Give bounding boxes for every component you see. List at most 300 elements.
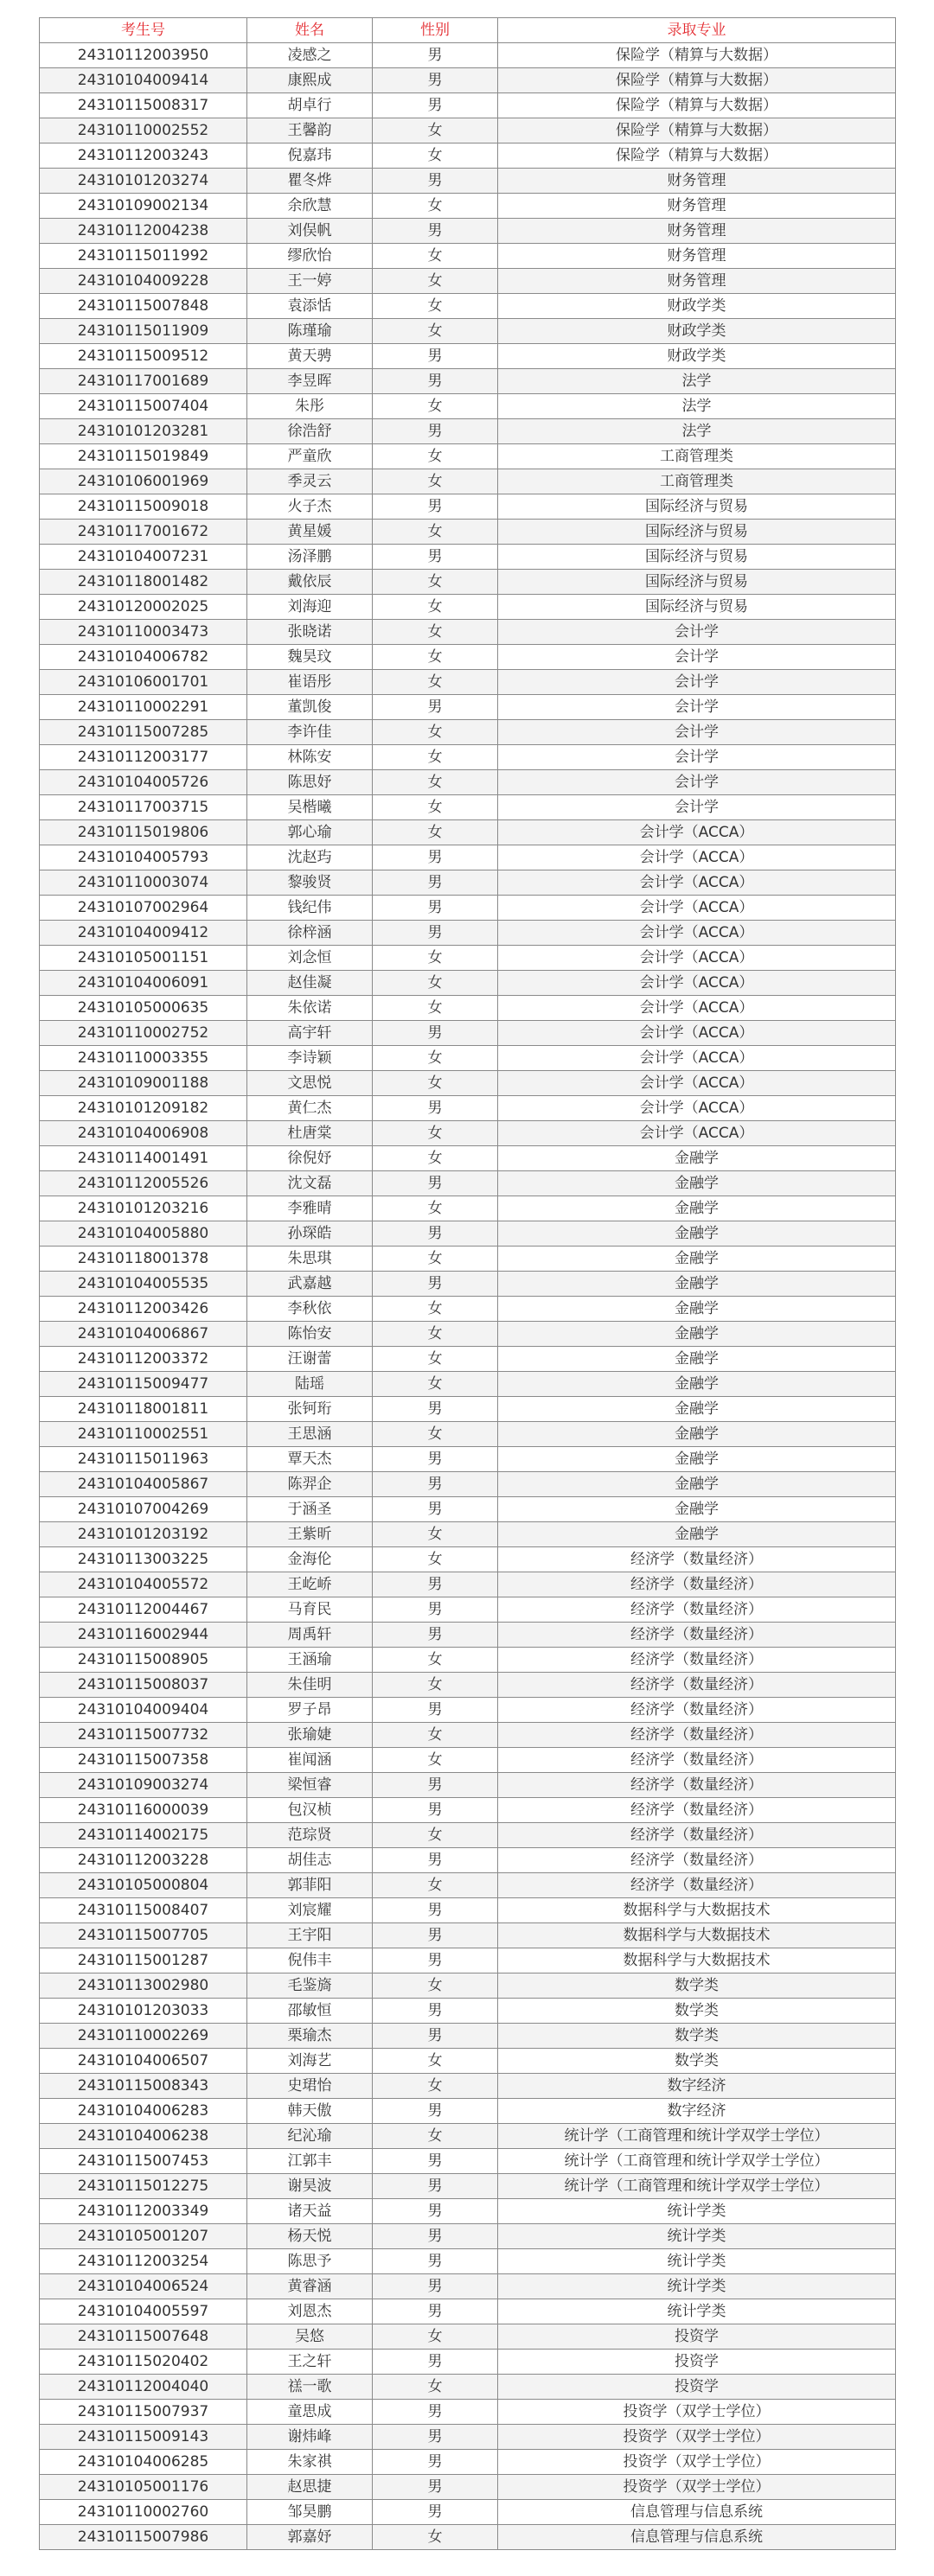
cell-gender: 男 bbox=[373, 169, 498, 194]
cell-gender: 男 bbox=[373, 2500, 498, 2525]
cell-major: 国际经济与贸易 bbox=[498, 545, 896, 570]
cell-exam-id: 24310112003177 bbox=[40, 745, 247, 770]
table-row bbox=[40, 1673, 896, 1698]
table-row bbox=[40, 1497, 896, 1522]
table-row bbox=[40, 93, 896, 118]
table-row bbox=[40, 1873, 896, 1898]
cell-name: 戴依辰 bbox=[247, 570, 373, 595]
cell-major: 数学类 bbox=[498, 2024, 896, 2049]
table-row bbox=[40, 244, 896, 269]
cell-exam-id: 24310105001176 bbox=[40, 2475, 247, 2500]
cell-gender: 女 bbox=[373, 2074, 498, 2099]
cell-name: 栗瑜杰 bbox=[247, 2024, 373, 2049]
cell-gender: 女 bbox=[373, 720, 498, 745]
cell-major: 金融学 bbox=[498, 1247, 896, 1272]
table-row bbox=[40, 2274, 896, 2299]
cell-major: 统计学（工商管理和统计学双学士学位） bbox=[498, 2174, 896, 2199]
table-row bbox=[40, 2350, 896, 2375]
cell-name: 李雅晴 bbox=[247, 1196, 373, 1221]
table-row bbox=[40, 1597, 896, 1623]
cell-name: 凌感之 bbox=[247, 43, 373, 68]
cell-gender: 男 bbox=[373, 1773, 498, 1798]
cell-name: 崔闻涵 bbox=[247, 1748, 373, 1773]
cell-major: 会计学 bbox=[498, 670, 896, 695]
cell-gender: 男 bbox=[373, 545, 498, 570]
cell-gender: 男 bbox=[373, 43, 498, 68]
cell-major: 保险学（精算与大数据） bbox=[498, 68, 896, 93]
cell-major: 经济学（数量经济） bbox=[498, 1547, 896, 1572]
cell-gender: 男 bbox=[373, 1272, 498, 1297]
table-row bbox=[40, 695, 896, 720]
table-body bbox=[40, 43, 896, 2550]
cell-gender: 女 bbox=[373, 1372, 498, 1397]
cell-gender: 女 bbox=[373, 1547, 498, 1572]
cell-exam-id: 24310101203281 bbox=[40, 419, 247, 444]
cell-gender: 男 bbox=[373, 1096, 498, 1121]
cell-exam-id: 24310104009412 bbox=[40, 921, 247, 946]
cell-name: 刘海艺 bbox=[247, 2049, 373, 2074]
cell-gender: 女 bbox=[373, 1673, 498, 1698]
table-row bbox=[40, 971, 896, 996]
cell-exam-id: 24310117003715 bbox=[40, 795, 247, 820]
cell-gender: 男 bbox=[373, 1447, 498, 1472]
cell-name: 陈思予 bbox=[247, 2249, 373, 2274]
cell-exam-id: 24310113003225 bbox=[40, 1547, 247, 1572]
cell-major: 经济学（数量经济） bbox=[498, 1597, 896, 1623]
cell-major: 金融学 bbox=[498, 1497, 896, 1522]
table-row bbox=[40, 419, 896, 444]
cell-name: 徐梓涵 bbox=[247, 921, 373, 946]
cell-exam-id: 24310115009018 bbox=[40, 494, 247, 520]
cell-gender: 女 bbox=[373, 570, 498, 595]
table-row bbox=[40, 645, 896, 670]
cell-major: 财务管理 bbox=[498, 269, 896, 294]
cell-name: 王屹峤 bbox=[247, 1572, 373, 1597]
cell-exam-id: 24310112003950 bbox=[40, 43, 247, 68]
cell-major: 法学 bbox=[498, 394, 896, 419]
cell-exam-id: 24310115007732 bbox=[40, 1723, 247, 1748]
table-row bbox=[40, 294, 896, 319]
cell-name: 朱家祺 bbox=[247, 2450, 373, 2475]
cell-exam-id: 24310107002964 bbox=[40, 896, 247, 921]
table-row bbox=[40, 1572, 896, 1597]
cell-major: 数字经济 bbox=[498, 2074, 896, 2099]
table-row bbox=[40, 595, 896, 620]
cell-major: 国际经济与贸易 bbox=[498, 494, 896, 520]
cell-gender: 男 bbox=[373, 2099, 498, 2124]
cell-major: 金融学 bbox=[498, 1322, 896, 1347]
table-row bbox=[40, 745, 896, 770]
cell-exam-id: 24310104009404 bbox=[40, 1698, 247, 1723]
cell-exam-id: 24310115008407 bbox=[40, 1898, 247, 1923]
cell-name: 陈怡安 bbox=[247, 1322, 373, 1347]
cell-gender: 男 bbox=[373, 2024, 498, 2049]
admission-list bbox=[39, 17, 895, 2550]
cell-name: 邹昊鹏 bbox=[247, 2500, 373, 2525]
cell-major: 数据科学与大数据技术 bbox=[498, 1923, 896, 1948]
cell-major: 保险学（精算与大数据） bbox=[498, 93, 896, 118]
cell-gender: 女 bbox=[373, 820, 498, 845]
cell-major: 会计学 bbox=[498, 695, 896, 720]
table-row bbox=[40, 1999, 896, 2024]
cell-major: 经济学（数量经济） bbox=[498, 1648, 896, 1673]
cell-exam-id: 24310104006524 bbox=[40, 2274, 247, 2299]
table-row bbox=[40, 219, 896, 244]
cell-gender: 女 bbox=[373, 2324, 498, 2350]
cell-gender: 女 bbox=[373, 745, 498, 770]
cell-exam-id: 24310115011992 bbox=[40, 244, 247, 269]
cell-gender: 女 bbox=[373, 1648, 498, 1673]
cell-exam-id: 24310110002551 bbox=[40, 1422, 247, 1447]
cell-major: 国际经济与贸易 bbox=[498, 570, 896, 595]
table-row bbox=[40, 545, 896, 570]
table-row bbox=[40, 1046, 896, 1071]
cell-gender: 男 bbox=[373, 2249, 498, 2274]
table-row bbox=[40, 1923, 896, 1948]
cell-name: 火子杰 bbox=[247, 494, 373, 520]
cell-gender: 女 bbox=[373, 143, 498, 169]
cell-gender: 男 bbox=[373, 2350, 498, 2375]
cell-gender: 男 bbox=[373, 1171, 498, 1196]
table-row bbox=[40, 1472, 896, 1497]
table-row bbox=[40, 169, 896, 194]
cell-name: 刘俣帆 bbox=[247, 219, 373, 244]
cell-name: 郭菲阳 bbox=[247, 1873, 373, 1898]
cell-major: 统计学（工商管理和统计学双学士学位） bbox=[498, 2149, 896, 2174]
table-row bbox=[40, 1773, 896, 1798]
cell-major: 会计学（ACCA） bbox=[498, 1096, 896, 1121]
cell-exam-id: 24310112003243 bbox=[40, 143, 247, 169]
cell-major: 投资学（双学士学位） bbox=[498, 2425, 896, 2450]
cell-name: 黄天骋 bbox=[247, 344, 373, 369]
cell-name: 于涵圣 bbox=[247, 1497, 373, 1522]
cell-exam-id: 24310118001378 bbox=[40, 1247, 247, 1272]
cell-gender: 男 bbox=[373, 2199, 498, 2224]
cell-gender: 男 bbox=[373, 845, 498, 870]
cell-major: 工商管理类 bbox=[498, 444, 896, 469]
cell-exam-id: 24310112003228 bbox=[40, 1848, 247, 1873]
cell-name: 朱佳明 bbox=[247, 1673, 373, 1698]
cell-exam-id: 24310104006782 bbox=[40, 645, 247, 670]
cell-name: 罗子昂 bbox=[247, 1698, 373, 1723]
cell-name: 徐倪妤 bbox=[247, 1146, 373, 1171]
cell-major: 会计学（ACCA） bbox=[498, 1046, 896, 1071]
cell-major: 投资学 bbox=[498, 2350, 896, 2375]
table-row bbox=[40, 469, 896, 494]
cell-gender: 女 bbox=[373, 1121, 498, 1146]
cell-exam-id: 24310110002269 bbox=[40, 2024, 247, 2049]
cell-gender: 女 bbox=[373, 1748, 498, 1773]
cell-name: 赵佳凝 bbox=[247, 971, 373, 996]
table-row bbox=[40, 2500, 896, 2525]
cell-gender: 女 bbox=[373, 269, 498, 294]
cell-major: 会计学（ACCA） bbox=[498, 921, 896, 946]
cell-major: 经济学（数量经济） bbox=[498, 1773, 896, 1798]
cell-major: 数字经济 bbox=[498, 2099, 896, 2124]
table-row bbox=[40, 118, 896, 143]
cell-name: 诸天益 bbox=[247, 2199, 373, 2224]
table-row bbox=[40, 1171, 896, 1196]
cell-gender: 男 bbox=[373, 344, 498, 369]
cell-name: 李昱晖 bbox=[247, 369, 373, 394]
cell-name: 瞿冬烨 bbox=[247, 169, 373, 194]
cell-major: 投资学（双学士学位） bbox=[498, 2400, 896, 2425]
table-row bbox=[40, 720, 896, 745]
cell-name: 刘宸耀 bbox=[247, 1898, 373, 1923]
cell-name: 胡佳志 bbox=[247, 1848, 373, 1873]
cell-exam-id: 24310115009512 bbox=[40, 344, 247, 369]
cell-name: 李许佳 bbox=[247, 720, 373, 745]
table-row bbox=[40, 2149, 896, 2174]
cell-exam-id: 24310110002552 bbox=[40, 118, 247, 143]
table-row bbox=[40, 2525, 896, 2550]
cell-exam-id: 24310116002944 bbox=[40, 1623, 247, 1648]
cell-major: 信息管理与信息系统 bbox=[498, 2525, 896, 2550]
table-row bbox=[40, 1698, 896, 1723]
cell-exam-id: 24310104006867 bbox=[40, 1322, 247, 1347]
table-row bbox=[40, 1196, 896, 1221]
table-row bbox=[40, 620, 896, 645]
cell-exam-id: 24310115009477 bbox=[40, 1372, 247, 1397]
cell-major: 金融学 bbox=[498, 1146, 896, 1171]
cell-major: 统计学类 bbox=[498, 2199, 896, 2224]
cell-name: 倪嘉玮 bbox=[247, 143, 373, 169]
cell-gender: 女 bbox=[373, 118, 498, 143]
cell-name: 袁添恬 bbox=[247, 294, 373, 319]
cell-name: 金海伦 bbox=[247, 1547, 373, 1572]
cell-exam-id: 24310115001287 bbox=[40, 1948, 247, 1973]
cell-major: 金融学 bbox=[498, 1447, 896, 1472]
cell-exam-id: 24310117001672 bbox=[40, 520, 247, 545]
table-row bbox=[40, 1071, 896, 1096]
cell-exam-id: 24310115008037 bbox=[40, 1673, 247, 1698]
cell-major: 信息管理与信息系统 bbox=[498, 2500, 896, 2525]
cell-exam-id: 24310118001811 bbox=[40, 1397, 247, 1422]
cell-major: 会计学（ACCA） bbox=[498, 971, 896, 996]
cell-major: 财务管理 bbox=[498, 219, 896, 244]
cell-major: 统计学类 bbox=[498, 2224, 896, 2249]
cell-exam-id: 24310115019849 bbox=[40, 444, 247, 469]
cell-name: 张晓诺 bbox=[247, 620, 373, 645]
admission-table bbox=[39, 17, 896, 2550]
table-row bbox=[40, 1648, 896, 1673]
cell-exam-id: 24310110002760 bbox=[40, 2500, 247, 2525]
cell-gender: 男 bbox=[373, 1999, 498, 2024]
cell-name: 钱纪伟 bbox=[247, 896, 373, 921]
cell-name: 王宇阳 bbox=[247, 1923, 373, 1948]
cell-major: 经济学（数量经济） bbox=[498, 1723, 896, 1748]
cell-name: 王之轩 bbox=[247, 2350, 373, 2375]
cell-exam-id: 24310104005535 bbox=[40, 1272, 247, 1297]
cell-exam-id: 24310104006091 bbox=[40, 971, 247, 996]
cell-gender: 女 bbox=[373, 595, 498, 620]
cell-gender: 女 bbox=[373, 520, 498, 545]
cell-exam-id: 24310115020402 bbox=[40, 2350, 247, 2375]
cell-name: 沈文磊 bbox=[247, 1171, 373, 1196]
cell-major: 会计学 bbox=[498, 645, 896, 670]
table-row bbox=[40, 870, 896, 896]
cell-gender: 女 bbox=[373, 2525, 498, 2550]
cell-name: 朱依诺 bbox=[247, 996, 373, 1021]
cell-major: 法学 bbox=[498, 369, 896, 394]
cell-exam-id: 24310115007285 bbox=[40, 720, 247, 745]
cell-gender: 男 bbox=[373, 1623, 498, 1648]
cell-gender: 男 bbox=[373, 695, 498, 720]
cell-gender: 男 bbox=[373, 2475, 498, 2500]
cell-major: 会计学（ACCA） bbox=[498, 870, 896, 896]
header-major: 录取专业 bbox=[498, 18, 896, 43]
cell-major: 数学类 bbox=[498, 2049, 896, 2074]
cell-exam-id: 24310101203274 bbox=[40, 169, 247, 194]
cell-major: 金融学 bbox=[498, 1347, 896, 1372]
cell-gender: 女 bbox=[373, 1522, 498, 1547]
table-row bbox=[40, 1723, 896, 1748]
cell-name: 黄仁杰 bbox=[247, 1096, 373, 1121]
cell-major: 数据科学与大数据技术 bbox=[498, 1948, 896, 1973]
table-row bbox=[40, 2224, 896, 2249]
cell-name: 胡卓行 bbox=[247, 93, 373, 118]
cell-gender: 女 bbox=[373, 1196, 498, 1221]
table-row bbox=[40, 946, 896, 971]
table-row bbox=[40, 1322, 896, 1347]
cell-major: 经济学（数量经济） bbox=[498, 1823, 896, 1848]
cell-major: 金融学 bbox=[498, 1422, 896, 1447]
table-row bbox=[40, 1973, 896, 1999]
cell-exam-id: 24310113002980 bbox=[40, 1973, 247, 1999]
cell-major: 会计学 bbox=[498, 770, 896, 795]
cell-exam-id: 24310101203216 bbox=[40, 1196, 247, 1221]
cell-major: 金融学 bbox=[498, 1372, 896, 1397]
cell-major: 国际经济与贸易 bbox=[498, 595, 896, 620]
cell-major: 数学类 bbox=[498, 1973, 896, 1999]
cell-exam-id: 24310115019806 bbox=[40, 820, 247, 845]
cell-gender: 男 bbox=[373, 2299, 498, 2324]
table-row bbox=[40, 921, 896, 946]
table-row bbox=[40, 570, 896, 595]
cell-gender: 女 bbox=[373, 996, 498, 1021]
cell-gender: 男 bbox=[373, 1472, 498, 1497]
cell-exam-id: 24310105001151 bbox=[40, 946, 247, 971]
cell-exam-id: 24310115007937 bbox=[40, 2400, 247, 2425]
cell-major: 会计学（ACCA） bbox=[498, 996, 896, 1021]
cell-gender: 男 bbox=[373, 1848, 498, 1873]
table-row bbox=[40, 43, 896, 68]
cell-exam-id: 24310115007404 bbox=[40, 394, 247, 419]
cell-name: 刘海迎 bbox=[247, 595, 373, 620]
cell-major: 国际经济与贸易 bbox=[498, 520, 896, 545]
table-row bbox=[40, 2425, 896, 2450]
cell-gender: 男 bbox=[373, 1597, 498, 1623]
cell-exam-id: 24310115008343 bbox=[40, 2074, 247, 2099]
cell-major: 会计学 bbox=[498, 720, 896, 745]
cell-name: 季灵云 bbox=[247, 469, 373, 494]
cell-exam-id: 24310115007453 bbox=[40, 2149, 247, 2174]
cell-major: 会计学（ACCA） bbox=[498, 820, 896, 845]
cell-major: 财务管理 bbox=[498, 244, 896, 269]
cell-name: 黎骏贤 bbox=[247, 870, 373, 896]
cell-name: 刘念恒 bbox=[247, 946, 373, 971]
cell-exam-id: 24310112003372 bbox=[40, 1347, 247, 1372]
cell-exam-id: 24310104006507 bbox=[40, 2049, 247, 2074]
cell-name: 魏昊玟 bbox=[247, 645, 373, 670]
cell-gender: 女 bbox=[373, 294, 498, 319]
cell-gender: 男 bbox=[373, 219, 498, 244]
cell-name: 李诗颖 bbox=[247, 1046, 373, 1071]
cell-exam-id: 24310104007231 bbox=[40, 545, 247, 570]
cell-major: 会计学（ACCA） bbox=[498, 946, 896, 971]
table-row bbox=[40, 269, 896, 294]
table-row bbox=[40, 1021, 896, 1046]
table-row bbox=[40, 1898, 896, 1923]
cell-name: 陈思妤 bbox=[247, 770, 373, 795]
cell-gender: 女 bbox=[373, 1823, 498, 1848]
cell-exam-id: 24310109002134 bbox=[40, 194, 247, 219]
cell-major: 统计学（工商管理和统计学双学士学位） bbox=[498, 2124, 896, 2149]
cell-name: 文思悦 bbox=[247, 1071, 373, 1096]
cell-gender: 女 bbox=[373, 670, 498, 695]
cell-gender: 男 bbox=[373, 1497, 498, 1522]
cell-gender: 男 bbox=[373, 494, 498, 520]
table-header-row bbox=[40, 18, 896, 43]
cell-name: 沈赵玙 bbox=[247, 845, 373, 870]
cell-gender: 女 bbox=[373, 795, 498, 820]
cell-gender: 男 bbox=[373, 2425, 498, 2450]
cell-exam-id: 24310112003426 bbox=[40, 1297, 247, 1322]
cell-exam-id: 24310110002752 bbox=[40, 1021, 247, 1046]
cell-major: 数学类 bbox=[498, 1999, 896, 2024]
cell-exam-id: 24310104005880 bbox=[40, 1221, 247, 1247]
cell-gender: 男 bbox=[373, 1221, 498, 1247]
cell-name: 梁恒睿 bbox=[247, 1773, 373, 1798]
cell-major: 会计学 bbox=[498, 795, 896, 820]
cell-major: 会计学（ACCA） bbox=[498, 1071, 896, 1096]
cell-gender: 女 bbox=[373, 1723, 498, 1748]
table-row bbox=[40, 1272, 896, 1297]
cell-major: 金融学 bbox=[498, 1221, 896, 1247]
table-row bbox=[40, 670, 896, 695]
cell-major: 会计学（ACCA） bbox=[498, 1021, 896, 1046]
cell-exam-id: 24310104005867 bbox=[40, 1472, 247, 1497]
table-row bbox=[40, 494, 896, 520]
cell-gender: 女 bbox=[373, 1347, 498, 1372]
table-row bbox=[40, 1522, 896, 1547]
cell-gender: 男 bbox=[373, 2274, 498, 2299]
cell-name: 纪沁瑜 bbox=[247, 2124, 373, 2149]
table-row bbox=[40, 1823, 896, 1848]
cell-gender: 女 bbox=[373, 1071, 498, 1096]
cell-gender: 女 bbox=[373, 1422, 498, 1447]
cell-name: 王紫昕 bbox=[247, 1522, 373, 1547]
cell-major: 保险学（精算与大数据） bbox=[498, 143, 896, 169]
cell-gender: 女 bbox=[373, 1322, 498, 1347]
cell-name: 高宇轩 bbox=[247, 1021, 373, 1046]
cell-name: 杜唐棠 bbox=[247, 1121, 373, 1146]
cell-gender: 男 bbox=[373, 1397, 498, 1422]
cell-major: 财务管理 bbox=[498, 194, 896, 219]
cell-exam-id: 24310115007358 bbox=[40, 1748, 247, 1773]
cell-gender: 男 bbox=[373, 870, 498, 896]
table-row bbox=[40, 143, 896, 169]
cell-exam-id: 24310105001207 bbox=[40, 2224, 247, 2249]
cell-major: 统计学类 bbox=[498, 2299, 896, 2324]
table-row bbox=[40, 2074, 896, 2099]
cell-name: 王思涵 bbox=[247, 1422, 373, 1447]
cell-major: 投资学 bbox=[498, 2324, 896, 2350]
table-row bbox=[40, 2099, 896, 2124]
cell-major: 经济学（数量经济） bbox=[498, 1572, 896, 1597]
cell-name: 董凯俊 bbox=[247, 695, 373, 720]
cell-exam-id: 24310106001701 bbox=[40, 670, 247, 695]
